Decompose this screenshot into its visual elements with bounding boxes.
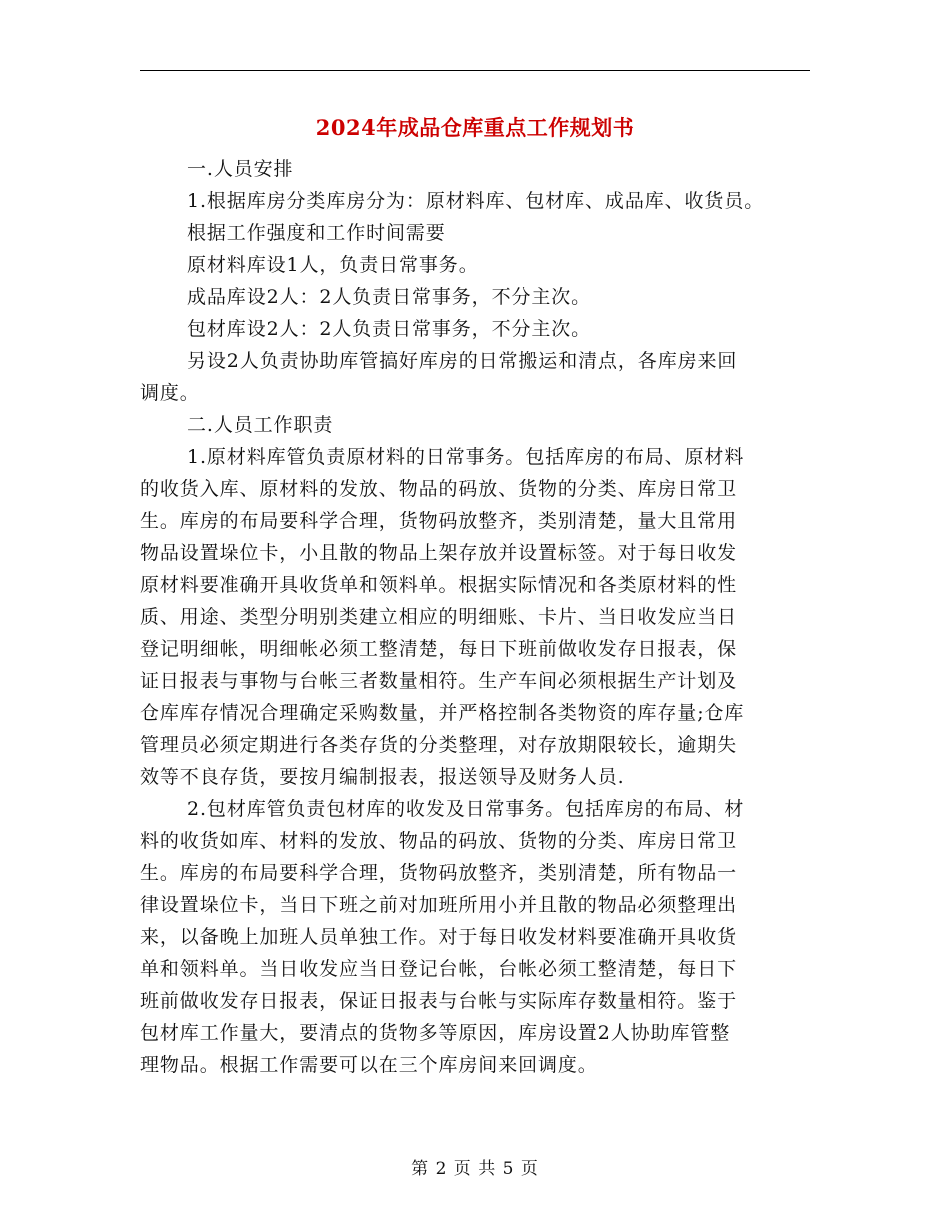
text-line: 1.根据库房分类库房分为：原材料库、包材库、成品库、收货员。 (187, 190, 765, 212)
text-line: 生。库房的布局要科学合理，货物码放整齐，类别清楚，量大且常用 (140, 510, 738, 532)
text-line: 生。库房的布局要科学合理，货物码放整齐，类别清楚，所有物品一 (140, 862, 738, 884)
text-line: 料的收货如库、材料的发放、物品的码放、货物的分类、库房日常卫 (140, 830, 738, 852)
text-line: 另设2人负责协助库管搞好库房的日常搬运和清点，各库房来回 (187, 350, 738, 372)
text-line: 质、用途、类型分明别类建立相应的明细账、卡片、当日收发应当日 (140, 606, 738, 628)
text-line: 原材料库设1人，负责日常事务。 (187, 254, 479, 276)
text-line: 班前做收发存日报表，保证日报表与台帐与实际库存数量相符。鉴于 (140, 990, 738, 1012)
text-line: 调度。 (140, 382, 200, 404)
text-line: 2.包材库管负责包材库的收发及日常事务。包括库房的布局、材 (187, 798, 745, 820)
text-line: 效等不良存货，要按月编制报表，报送领导及财务人员. (140, 766, 625, 788)
text-line: 登记明细帐，明细帐必须工整清楚，每日下班前做收发存日报表，保 (140, 638, 738, 660)
text-line: 仓库库存情况合理确定采购数量，并严格控制各类物资的库存量;仓库 (140, 702, 745, 724)
text-line: 一.人员安排 (187, 158, 294, 180)
text-line: 根据工作强度和工作时间需要 (187, 222, 446, 244)
page-footer: 第 2 页 共 5 页 (411, 1159, 539, 1179)
text-line: 1.原材料库管负责原材料的日常事务。包括库房的布局、原材料 (187, 446, 745, 468)
text-line: 成品库设2人：2人负责日常事务，不分主次。 (187, 286, 592, 308)
document-title: 2024年成品仓库重点工作规划书 (315, 115, 635, 140)
text-line: 物品设置垛位卡，小且散的物品上架存放并设置标签。对于每日收发 (140, 542, 738, 564)
text-line: 二.人员工作职责 (187, 414, 334, 436)
text-line: 管理员必须定期进行各类存货的分类整理，对存放期限较长，逾期失 (140, 734, 738, 756)
text-line: 来，以备晚上加班人员单独工作。对于每日收发材料要准确开具收货 (140, 926, 738, 948)
text-line: 证日报表与事物与台帐三者数量相符。生产车间必须根据生产计划及 (140, 670, 738, 692)
text-line: 律设置垛位卡，当日下班之前对加班所用小并且散的物品必须整理出 (140, 894, 738, 916)
text-line: 包材库工作量大，要清点的货物多等原因，库房设置2人协助库管整 (140, 1022, 731, 1044)
text-line: 原材料要准确开具收货单和领料单。根据实际情况和各类原材料的性 (140, 574, 738, 596)
text-line: 单和领料单。当日收发应当日登记台帐，台帐必须工整清楚，每日下 (140, 958, 738, 980)
document-body (140, 153, 810, 1081)
text-line: 包材库设2人：2人负责日常事务，不分主次。 (187, 318, 592, 340)
header-rule (140, 70, 810, 71)
text-line: 理物品。根据工作需要可以在三个库房间来回调度。 (140, 1054, 598, 1076)
text-line: 的收货入库、原材料的发放、物品的码放、货物的分类、库房日常卫 (140, 478, 738, 500)
